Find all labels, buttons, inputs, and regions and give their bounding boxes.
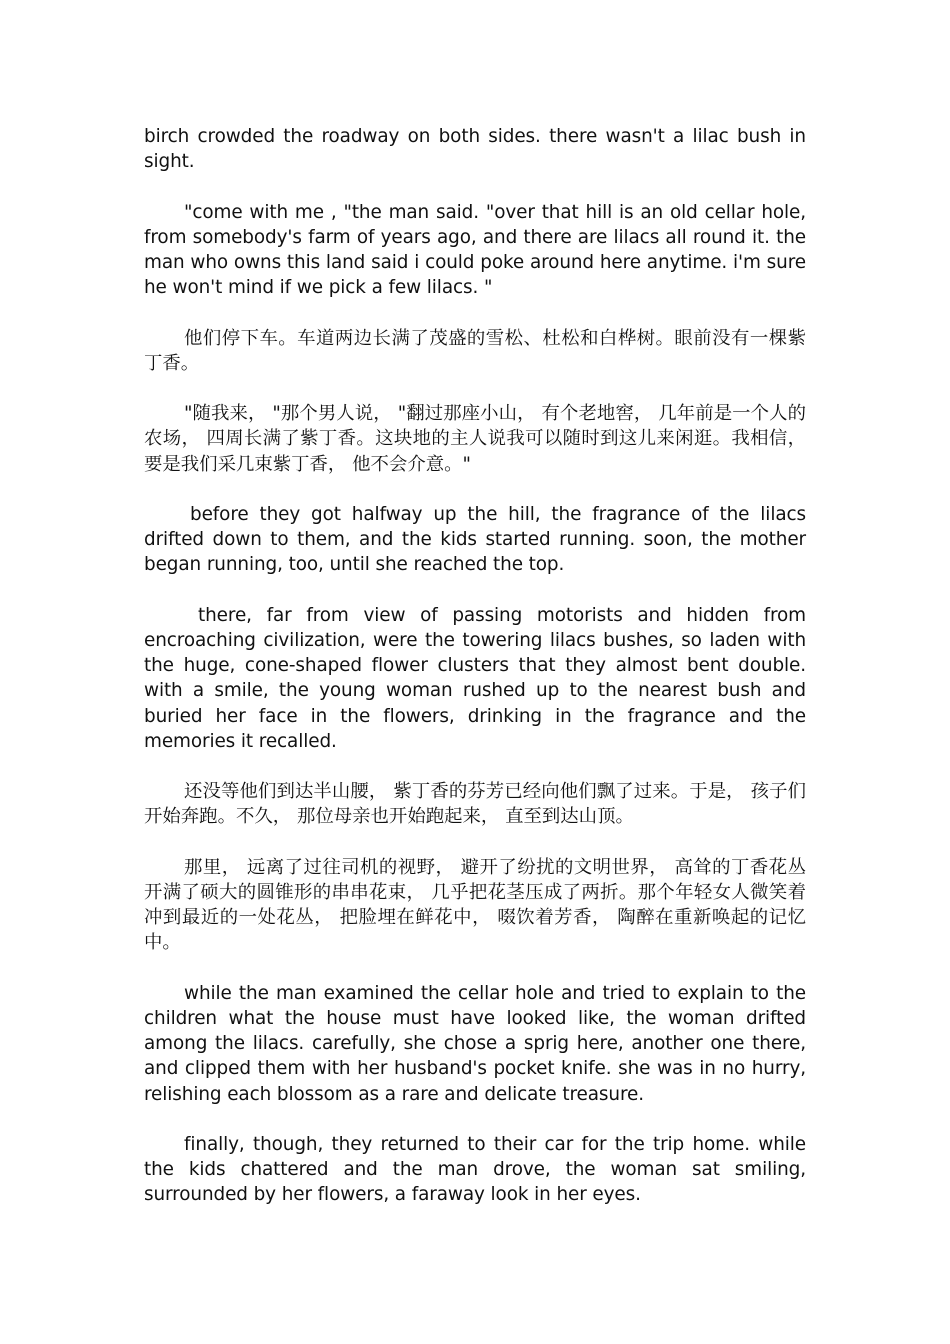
document-body (144, 124, 806, 1233)
paragraph-1: birch crowded the roadway on both sides. there wasn't a lilac bush in sight. (144, 126, 806, 173)
paragraph-2: "come with me , "the man said. "over that hill is an old cellar hole, from somebody's farm of years ago, and there are lilacs all round it. the man who owns this land said i could poke around here anytime. i'm sure he won't mind if we pick a few lilacs. " (144, 201, 806, 299)
paragraph-5: before they got halfway up the hill, the fragrance of the lilacs drifted down to them, and the kids started running. soon, the mother began running, too, until she reached the top. (144, 503, 806, 576)
paragraph-9: while the man examined the cellar hole and tried to explain to the children what the house must have looked like, the woman drifted among the lilacs. carefully, she chose a sprig here, another one there, and clipped them with her husband's pocket knife. she was in no hurry, relishing each blossom as a rare and delicate treasure. (144, 982, 806, 1105)
paragraph-8: 那里， 远离了过往司机的视野， 避开了纷扰的文明世界， 高耸的丁香花丛开满了硕大的圆锥形的串串花束， 几乎把花茎压成了两折。那个年轻女人微笑着冲到最近的一处花丛， 把脸埋在鲜花中， 啜饮着芳香， 陶醉在重新唤起的记忆中。 (144, 856, 806, 954)
paragraph-6: there, far from view of passing motorists and hidden from encroaching civilization, were the towering lilacs bushes, so laden with the huge, cone-shaped flower clusters that they almost bent double. with a smile, the young woman rushed up to the nearest bush and buried her face in the flowers, drinking in the fragrance and the memories it recalled. (144, 604, 806, 752)
paragraph-7: 还没等他们到达半山腰， 紫丁香的芬芳已经向他们飘了过来。于是， 孩子们开始奔跑。不久， 那位母亲也开始跑起来， 直至到达山顶。 (144, 781, 806, 828)
paragraph-3: 他们停下车。车道两边长满了茂盛的雪松、杜松和白桦树。眼前没有一棵紫丁香。 (144, 327, 806, 374)
paragraph-10: finally, though, they returned to their car for the trip home. while the kids chattered and the man drove, the woman sat smiling, surrounded by her flowers, a faraway look in her eyes. (144, 1133, 806, 1206)
paragraph-4: "随我来， "那个男人说， "翻过那座小山， 有个老地窖， 几年前是一个人的农场， 四周长满了紫丁香。这块地的主人说我可以随时到这儿来闲逛。我相信， 要是我们采几束紫丁香， 他不会介意。" (144, 403, 806, 475)
